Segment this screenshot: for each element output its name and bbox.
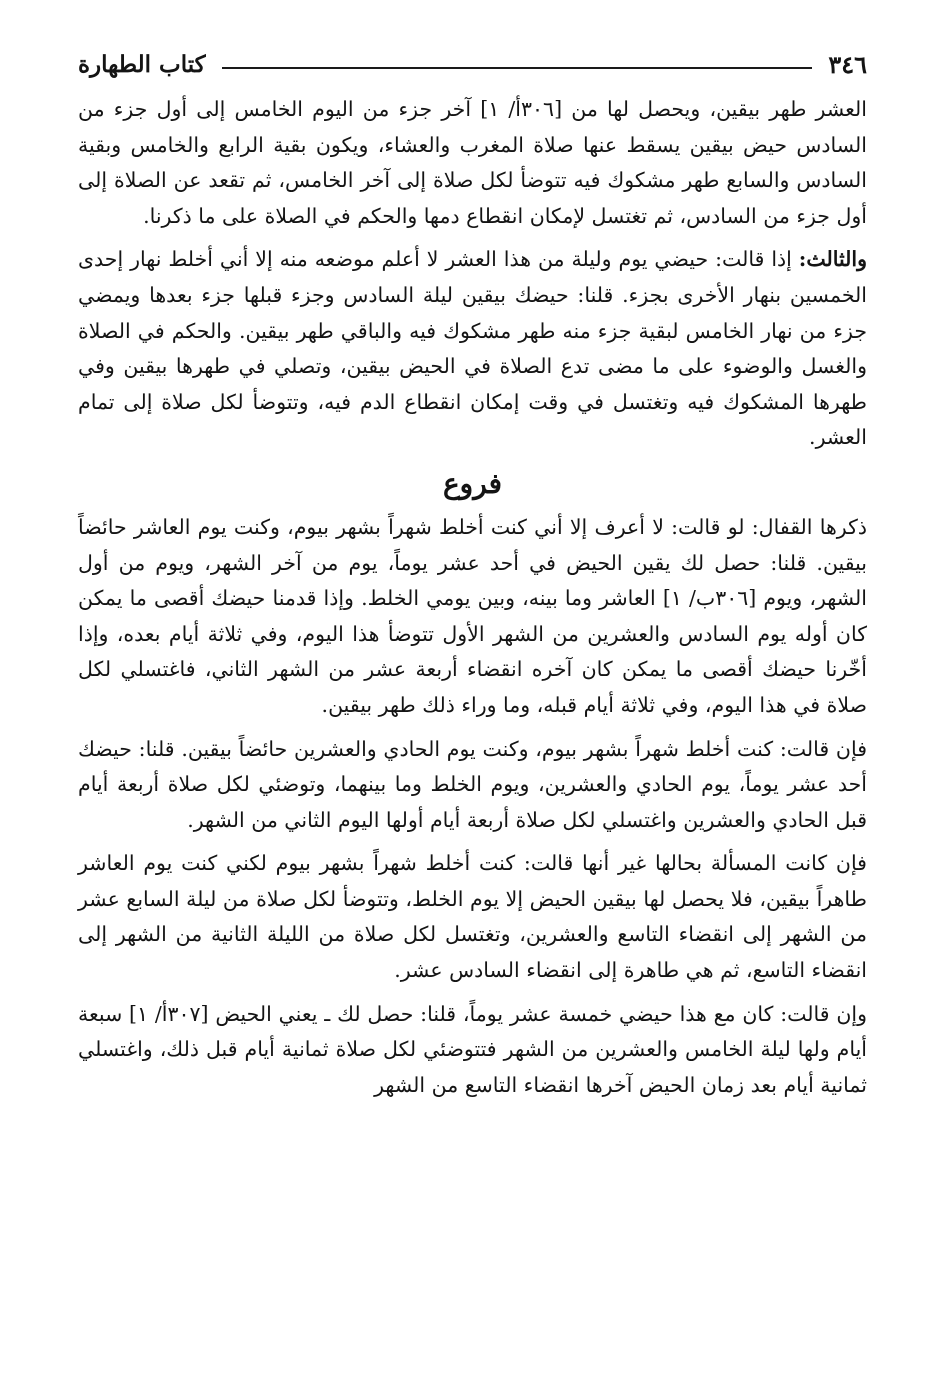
paragraph-text: فإن قالت: كنت أخلط شهراً بشهر بيوم، وكنت يوم الحادي والعشرين حائضاً بيقين. قلنا: حيضك أحد عشر يوماً، يوم الحادي والعشرين، ويوم الخلط وما بينهما، وتوضئي لكل صلاة أربعة أيام قبل الحادي والعشرين واغتسلي لكل صلاة أربعة أيام أولها اليوم الثاني من الشهر. <box>78 736 867 832</box>
paragraph <box>78 846 867 988</box>
paragraph <box>78 242 867 456</box>
paragraph-lead: والثالث: <box>798 247 867 272</box>
paragraph <box>78 92 867 234</box>
paragraph-text: وإن قالت: كان مع هذا حيضي خمسة عشر يوماً، قلنا: حصل لك ـ يعني الحيض [٣٠٧أ/ ١] سبعة أيام ولها ليلة الخامس والعشرين من الشهر فتتوضئي لكل صلاة ثمانية أيام قبل ذلك، واغتسلي ثمانية أيام بعد زمان الحيض آخرها انقضاء التاسع من الشهر <box>78 1001 867 1097</box>
page-body <box>78 92 867 1111</box>
paragraph <box>78 997 867 1104</box>
paragraph <box>78 510 867 724</box>
page-header <box>78 44 867 84</box>
paragraph-text: إذا قالت: حيضي يوم وليلة من هذا العشر لا أعلم موضعه منه إلا أني أخلط نهار إحدى الخمسين بنهار الأخرى بجزء. قلنا: حيضك بيقين ليلة السادس وجزء قبلها جزء بعدها ويمضي جزء من نهار الخامس لبقية جزء منه طهر مشكوك فيه والباقي طهر بيقين. والحكم في الصلاة والغسل والوضوء على ما مضى تدع الصلاة في الحيض بيقين، وتصلي في طهرها بيقين وفي طهرها المشكوك فيه وتغتسل في وقت إمكان انقطاع الدم فيه، وتتوضأ لكل صلاة إلى تمام العشر. <box>78 247 867 450</box>
section-heading: فروع <box>442 466 503 500</box>
paragraph-text: فإن كانت المسألة بحالها غير أنها قالت: كنت أخلط شهراً بشهر بيوم لكني كنت يوم العاشر طاهراً بيقين، فلا يحصل لها بيقين الحيض إلا يوم الخلط، وتتوضأ لكل صلاة من ليلة السابع عشر من الشهر إلى انقضاء التاسع والعشرين، وتغتسل لكل صلاة من الليلة الثانية من الشهر إلى انقضاء التاسع، ثم هي طاهرة إلى انقضاء السادس عشر. <box>78 851 867 983</box>
book-title: كتاب الطهارة <box>78 50 206 78</box>
paragraph <box>78 732 867 839</box>
paragraph-text: العشر طهر بيقين، ويحصل لها من [٣٠٦أ/ ١] آخر جزء من اليوم الخامس إلى أول جزء من السادس حيض بيقين يسقط عنها صلاة المغرب والعشاء، ويكون بقية الرابع والخامس وبقية السادس والسابع طهر مشكوك فيه تتوضأ لكل صلاة إلى آخر الخامس، ثم تقعد عن الصلاة إلى أول جزء من السادس، ثم تغتسل لإمكان انقطاع دمها والحكم في الصلاة على ما ذكرنا. <box>78 97 867 228</box>
paragraph-text: ذكرها القفال: لو قالت: لا أعرف إلا أني كنت أخلط شهراً بشهر بيوم، وكنت يوم العاشر حائضاً بيقين. قلنا: حصل لك يقين الحيض في أحد عشر يوماً، يوم من آخر الشهر، ويوم من أول الشهر، ويوم [٣٠٦ب/ ١] العاشر وما بينه، وبين يومي الخلط. وإذا قدمنا حيضك أقصى ما يمكن كان أوله يوم السادس والعشرين من الشهر الأول تتوضأ هذا اليوم، وفي ثلاثة أيام بعده، وإذا أخّرنا حيضك أقصى ما يمكن كان آخره انقضاء أربعة عشر من الشهر الثاني، فاغتسلي لكل صلاة في هذا اليوم، وفي ثلاثة أيام قبله، وما وراء ذلك طهر بيقين. <box>78 514 867 717</box>
header-rule <box>222 67 813 69</box>
page-number: ٣٤٦ <box>828 49 867 79</box>
